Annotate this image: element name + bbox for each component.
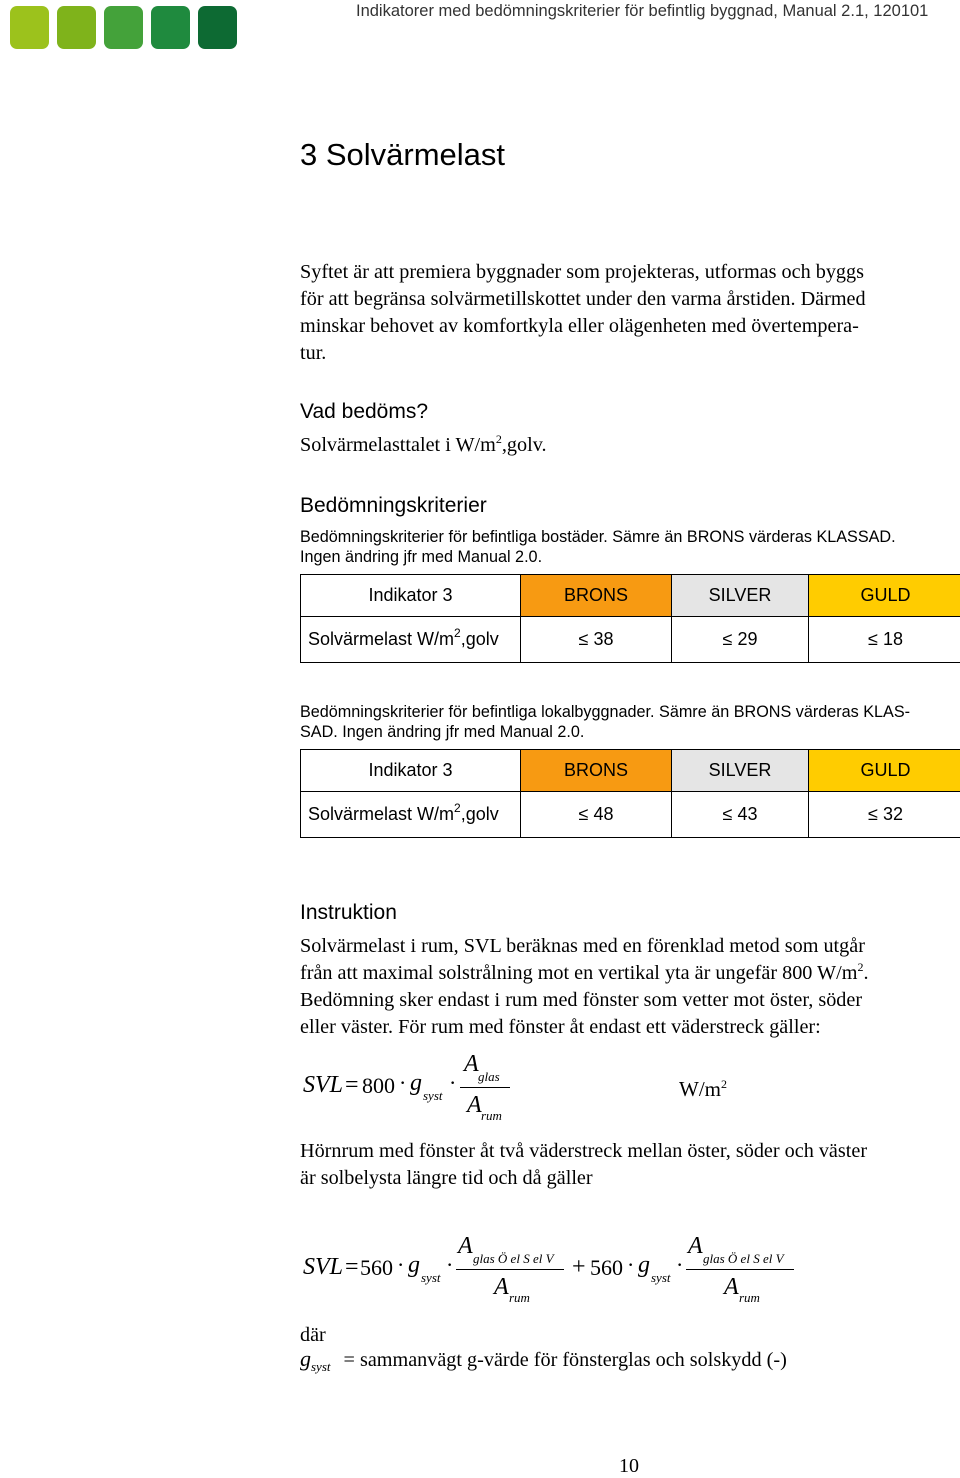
header-title: Indikatorer med bedömningskriterier för befintlig byggnad, Manual 2.1, 120101 bbox=[356, 2, 928, 21]
indicator-cell: Indikator 3 bbox=[301, 575, 521, 617]
formula-dot: · bbox=[627, 1252, 634, 1278]
formula-g-sub: syst bbox=[421, 1270, 441, 1286]
formula-den: A bbox=[494, 1274, 509, 1301]
row-label: Solvärmelast $W/m^2,golv$ bbox=[301, 792, 521, 838]
value-brons: ≤ 38 bbox=[521, 617, 672, 663]
formula-den: A bbox=[724, 1274, 739, 1301]
row-label: Solvärmelast $W/m^2,golv$ bbox=[301, 617, 521, 663]
formula-g-sub: syst bbox=[651, 1270, 671, 1286]
criteria-heading: Bedömningskriterier bbox=[300, 494, 487, 518]
level-silver: SILVER bbox=[672, 750, 809, 792]
formula-eq: = bbox=[345, 1072, 359, 1099]
formula-num: A bbox=[458, 1233, 473, 1260]
intro-line: Syftet är att premiera byggnader som projekteras, utformas och byggs bbox=[300, 259, 866, 286]
premises-note-line: Bedömningskriterier för befintliga lokalbyggnader. Sämre än BRONS värderas KLAS- bbox=[300, 702, 910, 722]
instruction-heading: Instruktion bbox=[300, 901, 397, 925]
formula-num: A bbox=[688, 1233, 703, 1260]
criteria-table-premises bbox=[300, 749, 960, 838]
fraction-bar bbox=[686, 1269, 794, 1270]
housing-note-line: Bedömningskriterier för befintliga bostäder. Sämre än BRONS värderas KLASSAD. bbox=[300, 527, 896, 547]
formula-dot: · bbox=[397, 1252, 404, 1278]
level-guld: GULD bbox=[809, 575, 960, 617]
formula-g: g bbox=[408, 1252, 420, 1279]
formula-num-sub: glas bbox=[478, 1069, 500, 1085]
logo-square-4 bbox=[151, 6, 190, 49]
where-label: där bbox=[300, 1322, 326, 1349]
premises-note-line: SAD. Ingen ändring jfr med Manual 2.0. bbox=[300, 722, 910, 742]
formula-eq: = bbox=[345, 1254, 359, 1281]
formula-den-sub: rum bbox=[509, 1290, 530, 1306]
logo-square-1 bbox=[10, 6, 49, 49]
level-brons: BRONS bbox=[521, 750, 672, 792]
indicator-cell: Indikator 3 bbox=[301, 750, 521, 792]
intro-line: tur. bbox=[300, 340, 866, 367]
formula-lhs: SVL bbox=[303, 1254, 343, 1281]
formula-den: A bbox=[467, 1092, 482, 1119]
formula-dot: · bbox=[446, 1252, 453, 1278]
formula-g: g bbox=[638, 1252, 650, 1279]
level-silver: SILVER bbox=[672, 575, 809, 617]
formula-coef: 560 bbox=[360, 1255, 393, 1281]
fraction-bar bbox=[456, 1269, 564, 1270]
level-guld: GULD bbox=[809, 750, 960, 792]
instruction-line: från att maximal solstrålning mot en vertikal yta är ungefär 800 $W/m^2$. bbox=[300, 960, 868, 987]
fraction-bar bbox=[460, 1087, 510, 1088]
formula-dot: · bbox=[399, 1070, 406, 1096]
formula-num-sub: glas Ö el S el V bbox=[473, 1251, 554, 1267]
formula-dot: · bbox=[676, 1252, 683, 1278]
value-brons: ≤ 48 bbox=[521, 792, 672, 838]
housing-note-line: Ingen ändring jfr med Manual 2.0. bbox=[300, 547, 896, 567]
value-guld: ≤ 18 bbox=[809, 617, 960, 663]
instruction-line: eller väster. För rum med fönster åt endast ett väderstreck gäller: bbox=[300, 1014, 868, 1041]
value-silver: ≤ 29 bbox=[672, 617, 809, 663]
instruction-paragraph bbox=[300, 933, 868, 1041]
what-text: Solvärmelasttalet i $W/m^2,golv$. bbox=[300, 432, 547, 459]
logo-square-2 bbox=[57, 6, 96, 49]
criteria-table-housing bbox=[300, 574, 960, 663]
intro-line: för att begränsa solvärmetillskottet under den varma årstiden. Därmed bbox=[300, 286, 866, 313]
formula-num-sub: glas Ö el S el V bbox=[703, 1251, 784, 1267]
intro-line: minskar behovet av komfortkyla eller olägenheten med övertempera- bbox=[300, 313, 866, 340]
definition-gsyst: $g_{syst}$ = sammanvägt g-värde för fönsterglas och solskydd (-) bbox=[300, 1346, 787, 1372]
section-title: 3 Solvärmelast bbox=[300, 137, 505, 173]
instruction-line: Solvärmelast i rum, SVL beräknas med en förenklad metod som utgår bbox=[300, 933, 868, 960]
value-silver: ≤ 43 bbox=[672, 792, 809, 838]
formula-num: A bbox=[464, 1051, 479, 1078]
formula-den-sub: rum bbox=[481, 1108, 502, 1124]
formula-plus: + bbox=[572, 1254, 586, 1281]
logo-square-3 bbox=[104, 6, 143, 49]
what-heading: Vad bedöms? bbox=[300, 400, 428, 424]
logo-square-5 bbox=[198, 6, 237, 49]
level-brons: BRONS bbox=[521, 575, 672, 617]
intro-paragraph bbox=[300, 259, 866, 367]
corner-line: är solbelysta längre tid och då gäller bbox=[300, 1165, 867, 1192]
housing-note bbox=[300, 527, 896, 567]
formula-den-sub: rum bbox=[739, 1290, 760, 1306]
page-number: 10 bbox=[619, 1455, 639, 1478]
formula-g-sub: syst bbox=[423, 1088, 443, 1104]
formula-g: g bbox=[410, 1070, 422, 1097]
instruction-line: Bedömning sker endast i rum med fönster som vetter mot öster, söder bbox=[300, 987, 868, 1014]
formula-coef: 560 bbox=[590, 1255, 623, 1281]
corner-paragraph bbox=[300, 1138, 867, 1192]
corner-line: Hörnrum med fönster åt två väderstreck mellan öster, söder och väster bbox=[300, 1138, 867, 1165]
formula-dot: · bbox=[449, 1070, 456, 1096]
formula-unit: $W/m^2$ bbox=[679, 1077, 727, 1102]
value-guld: ≤ 32 bbox=[809, 792, 960, 838]
formula-lhs: SVL bbox=[303, 1072, 343, 1099]
premises-note bbox=[300, 702, 910, 742]
formula-coef: 800 bbox=[362, 1073, 395, 1099]
